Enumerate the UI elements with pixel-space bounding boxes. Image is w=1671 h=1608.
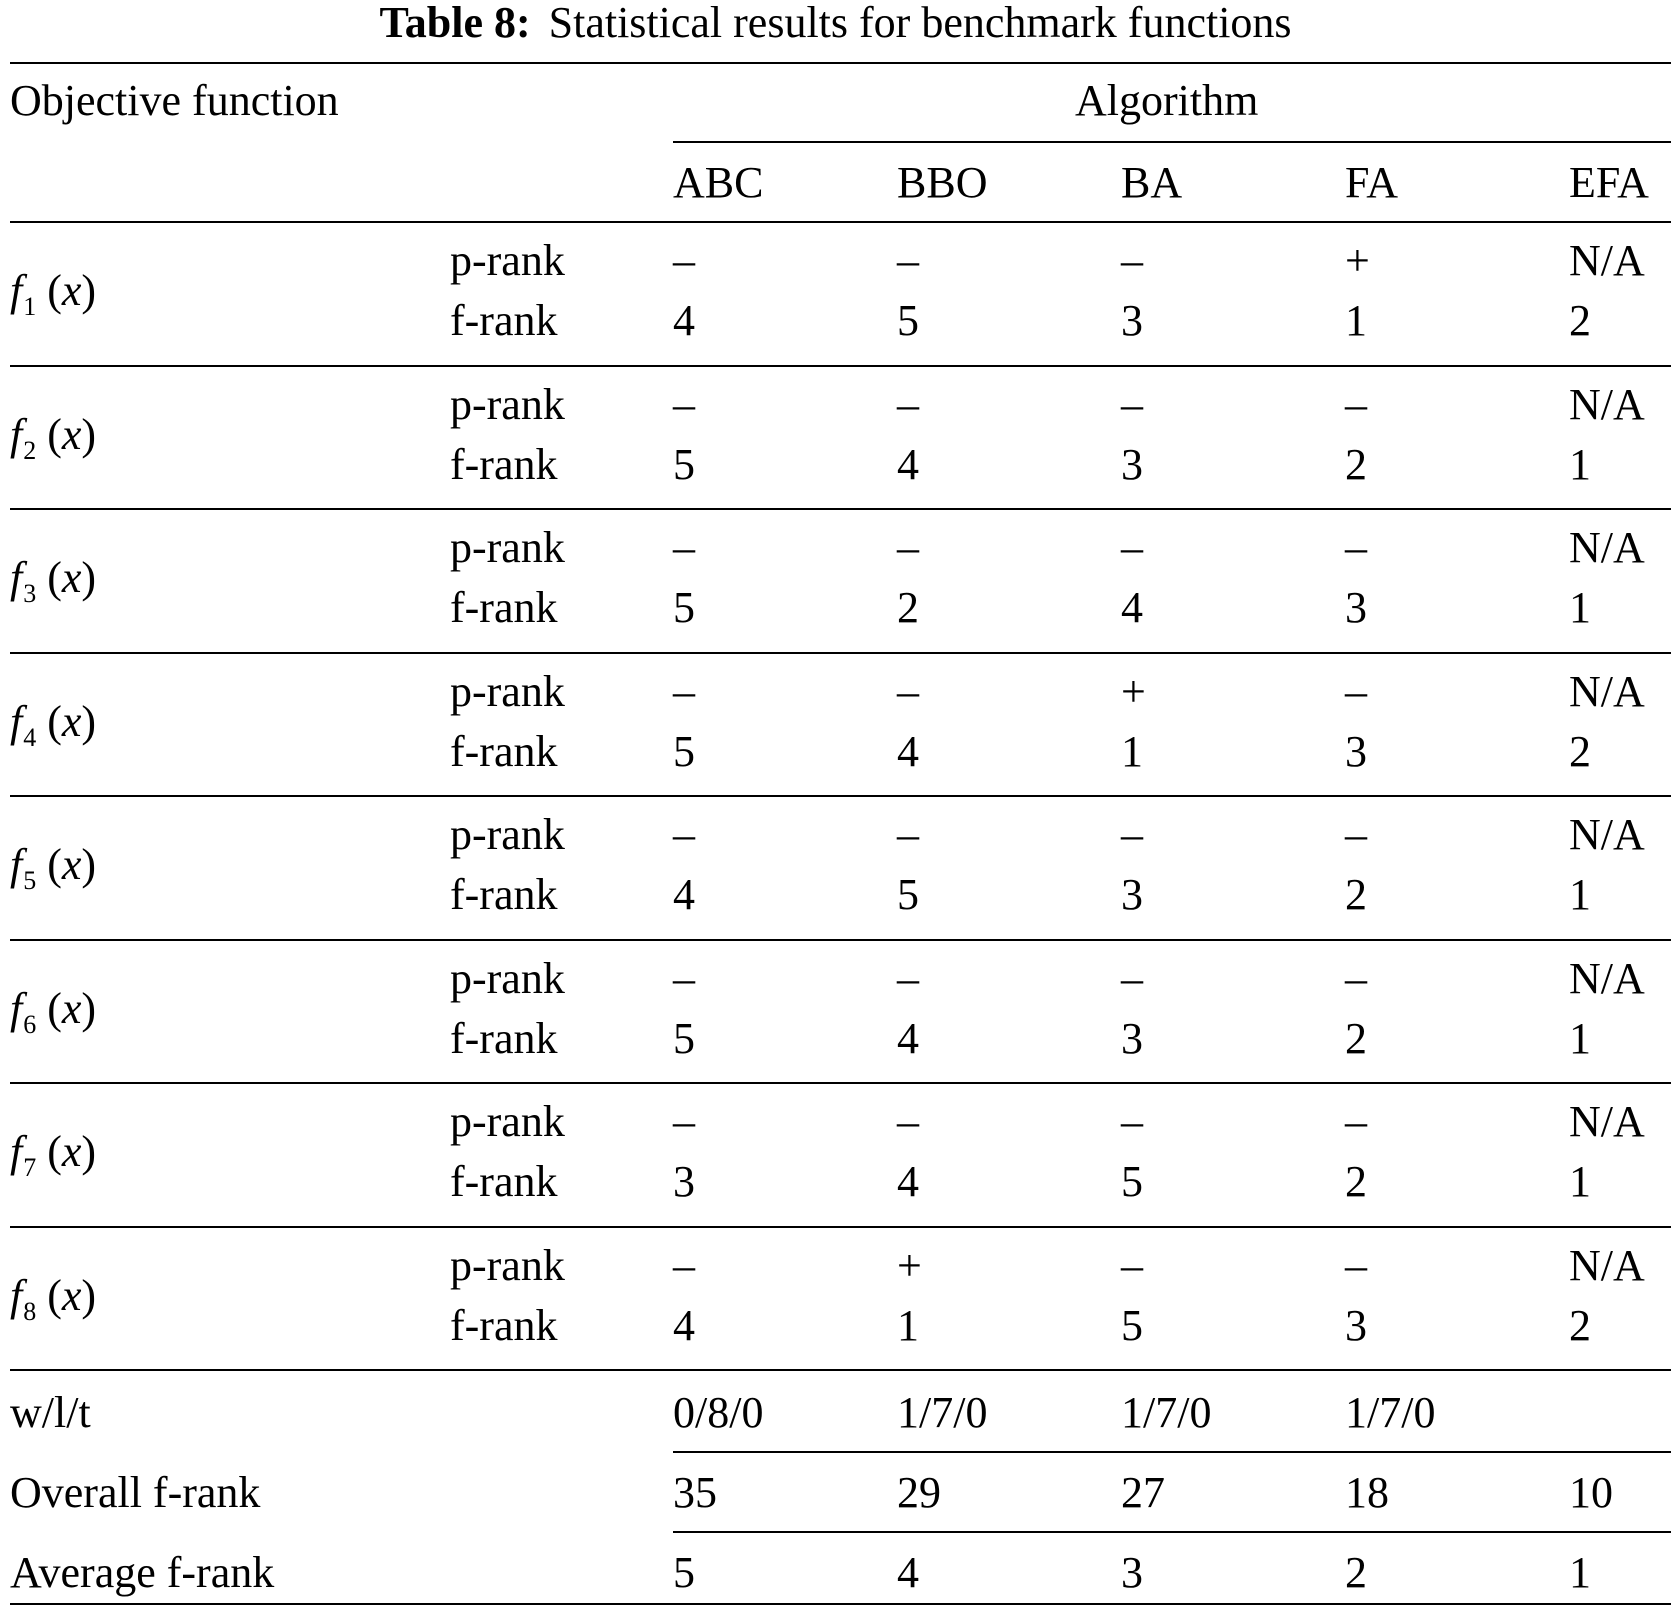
p-rank-label: p-rank — [450, 954, 565, 1003]
f-rank-cell-abc: 5 — [673, 727, 695, 776]
f-rank-label: f-rank — [450, 1301, 558, 1350]
function-symbol: f — [10, 1271, 23, 1320]
function-subscript: 4 — [23, 723, 37, 752]
f-rank-cell-ba: 3 — [1121, 296, 1143, 345]
average-cell-efa: 1 — [1569, 1548, 1591, 1597]
function-argument: x — [61, 984, 82, 1033]
objective-function-label: $f_8$ (x) — [10, 1271, 97, 1326]
function-argument: x — [61, 697, 82, 746]
function-symbol: f — [10, 697, 23, 746]
p-rank-label: p-rank — [450, 1097, 565, 1146]
p-rank-cell-abc: – — [673, 667, 695, 716]
p-rank-cell-efa: N/A — [1569, 667, 1645, 716]
header-col-bbo: BBO — [897, 158, 988, 207]
f-rank-cell-abc: 5 — [673, 583, 695, 632]
row-separator-rule — [10, 652, 1671, 654]
overall-subrule — [673, 1531, 1671, 1533]
function-subscript: 1 — [23, 292, 37, 321]
p-rank-cell-fa: – — [1345, 380, 1367, 429]
f-rank-cell-efa: 1 — [1569, 583, 1591, 632]
row-separator-rule — [10, 795, 1671, 797]
p-rank-cell-efa: N/A — [1569, 236, 1645, 285]
f-rank-cell-efa: 2 — [1569, 1301, 1591, 1350]
objective-function-label: $f_7$ (x) — [10, 1127, 97, 1182]
p-rank-cell-abc: – — [673, 954, 695, 1003]
p-rank-label: p-rank — [450, 1241, 565, 1290]
f-rank-cell-bbo: 2 — [897, 583, 919, 632]
function-argument: x — [61, 266, 82, 315]
bottom-rule — [10, 1603, 1671, 1605]
f-rank-cell-abc: 3 — [673, 1157, 695, 1206]
p-rank-cell-ba: – — [1121, 954, 1143, 1003]
p-rank-cell-bbo: – — [897, 236, 919, 285]
header-algorithm: Algorithm — [1075, 76, 1259, 125]
p-rank-cell-efa: N/A — [1569, 810, 1645, 859]
f-rank-cell-efa: 2 — [1569, 296, 1591, 345]
p-rank-cell-efa: N/A — [1569, 523, 1645, 572]
p-rank-cell-ba: – — [1121, 1097, 1143, 1146]
p-rank-cell-efa: N/A — [1569, 380, 1645, 429]
average-cell-abc: 5 — [673, 1548, 695, 1597]
caption-text: Statistical results for benchmark functions — [548, 0, 1292, 47]
row-separator-rule — [10, 1082, 1671, 1084]
function-subscript: 3 — [23, 579, 37, 608]
caption-label: Table 8: — [379, 0, 531, 47]
f-rank-cell-efa: 1 — [1569, 1157, 1591, 1206]
p-rank-cell-bbo: – — [897, 380, 919, 429]
f-rank-cell-fa: 3 — [1345, 1301, 1367, 1350]
p-rank-cell-fa: – — [1345, 954, 1367, 1003]
f-rank-cell-ba: 3 — [1121, 1014, 1143, 1063]
function-subscript: 5 — [23, 866, 37, 895]
f-rank-cell-abc: 4 — [673, 1301, 695, 1350]
row-separator-rule — [10, 1369, 1671, 1371]
average-cell-bbo: 4 — [897, 1548, 919, 1597]
p-rank-label: p-rank — [450, 523, 565, 572]
header-col-fa: FA — [1345, 158, 1398, 207]
p-rank-label: p-rank — [450, 236, 565, 285]
p-rank-cell-abc: – — [673, 380, 695, 429]
function-argument: x — [61, 410, 82, 459]
overall-cell-bbo: 29 — [897, 1468, 941, 1517]
row-separator-rule — [10, 365, 1671, 367]
p-rank-cell-abc: – — [673, 810, 695, 859]
p-rank-cell-bbo: – — [897, 667, 919, 716]
f-rank-label: f-rank — [450, 440, 558, 489]
f-rank-cell-bbo: 4 — [897, 727, 919, 776]
row-separator-rule — [10, 1226, 1671, 1228]
p-rank-cell-efa: N/A — [1569, 1241, 1645, 1290]
function-subscript: 7 — [23, 1153, 37, 1182]
function-symbol: f — [10, 410, 23, 459]
p-rank-cell-abc: – — [673, 1241, 695, 1290]
p-rank-cell-efa: N/A — [1569, 1097, 1645, 1146]
header-col-efa: EFA — [1569, 158, 1649, 207]
wlt-cell-bbo: 1/7/0 — [897, 1388, 988, 1437]
p-rank-cell-abc: – — [673, 236, 695, 285]
p-rank-cell-ba: + — [1121, 667, 1146, 716]
function-argument: x — [61, 1127, 82, 1176]
p-rank-cell-abc: – — [673, 523, 695, 572]
objective-function-label: $f_3$ (x) — [10, 553, 97, 608]
f-rank-cell-abc: 5 — [673, 1014, 695, 1063]
objective-function-label: $f_2$ (x) — [10, 410, 97, 465]
p-rank-cell-efa: N/A — [1569, 954, 1645, 1003]
p-rank-label: p-rank — [450, 667, 565, 716]
f-rank-cell-fa: 3 — [1345, 727, 1367, 776]
p-rank-cell-bbo: – — [897, 1097, 919, 1146]
function-symbol: f — [10, 840, 23, 889]
objective-function-label: $f_1$ (x) — [10, 266, 97, 321]
p-rank-cell-ba: – — [1121, 380, 1143, 429]
f-rank-cell-efa: 1 — [1569, 870, 1591, 919]
average-f-rank-label: Average f-rank — [10, 1548, 275, 1597]
f-rank-cell-bbo: 4 — [897, 440, 919, 489]
p-rank-label: p-rank — [450, 810, 565, 859]
p-rank-cell-fa: + — [1345, 236, 1370, 285]
p-rank-cell-fa: – — [1345, 667, 1367, 716]
row-separator-rule — [10, 939, 1671, 941]
f-rank-label: f-rank — [450, 1014, 558, 1063]
function-argument: x — [61, 840, 82, 889]
average-cell-ba: 3 — [1121, 1548, 1143, 1597]
f-rank-cell-abc: 5 — [673, 440, 695, 489]
p-rank-cell-bbo: + — [897, 1241, 922, 1290]
f-rank-cell-bbo: 1 — [897, 1301, 919, 1350]
function-symbol: f — [10, 266, 23, 315]
f-rank-cell-fa: 2 — [1345, 1014, 1367, 1063]
f-rank-cell-fa: 2 — [1345, 870, 1367, 919]
p-rank-cell-ba: – — [1121, 810, 1143, 859]
overall-f-rank-label: Overall f-rank — [10, 1468, 261, 1517]
p-rank-cell-bbo: – — [897, 954, 919, 1003]
overall-cell-ba: 27 — [1121, 1468, 1165, 1517]
f-rank-cell-ba: 3 — [1121, 440, 1143, 489]
wlt-subrule — [673, 1451, 1671, 1453]
overall-cell-fa: 18 — [1345, 1468, 1389, 1517]
f-rank-cell-bbo: 4 — [897, 1014, 919, 1063]
objective-function-label: $f_5$ (x) — [10, 840, 97, 895]
p-rank-cell-ba: – — [1121, 236, 1143, 285]
f-rank-label: f-rank — [450, 870, 558, 919]
f-rank-cell-ba: 5 — [1121, 1157, 1143, 1206]
p-rank-label: p-rank — [450, 380, 565, 429]
f-rank-label: f-rank — [450, 583, 558, 632]
wlt-cell-fa: 1/7/0 — [1345, 1388, 1436, 1437]
algorithm-subrule — [673, 141, 1671, 143]
function-argument: x — [61, 1271, 82, 1320]
overall-cell-abc: 35 — [673, 1468, 717, 1517]
p-rank-cell-bbo: – — [897, 523, 919, 572]
f-rank-cell-ba: 1 — [1121, 727, 1143, 776]
wlt-cell-abc: 0/8/0 — [673, 1388, 764, 1437]
function-argument: x — [61, 553, 82, 602]
p-rank-cell-fa: – — [1345, 810, 1367, 859]
p-rank-cell-abc: – — [673, 1097, 695, 1146]
wlt-cell-ba: 1/7/0 — [1121, 1388, 1212, 1437]
f-rank-cell-bbo: 4 — [897, 1157, 919, 1206]
function-subscript: 2 — [23, 436, 37, 465]
top-rule — [10, 62, 1671, 64]
f-rank-cell-efa: 1 — [1569, 1014, 1591, 1063]
function-subscript: 8 — [23, 1297, 37, 1326]
f-rank-cell-fa: 2 — [1345, 440, 1367, 489]
header-col-abc: ABC — [673, 158, 764, 207]
function-symbol: f — [10, 1127, 23, 1176]
p-rank-cell-ba: – — [1121, 1241, 1143, 1290]
p-rank-cell-ba: – — [1121, 523, 1143, 572]
header-col-ba: BA — [1121, 158, 1183, 207]
f-rank-cell-efa: 2 — [1569, 727, 1591, 776]
f-rank-label: f-rank — [450, 727, 558, 776]
p-rank-cell-fa: – — [1345, 1241, 1367, 1290]
f-rank-cell-fa: 1 — [1345, 296, 1367, 345]
f-rank-cell-abc: 4 — [673, 296, 695, 345]
function-symbol: f — [10, 984, 23, 1033]
row-separator-rule — [10, 508, 1671, 510]
f-rank-cell-ba: 4 — [1121, 583, 1143, 632]
header-bottom-rule — [10, 221, 1671, 223]
objective-function-label: $f_4$ (x) — [10, 697, 97, 752]
objective-function-label: $f_6$ (x) — [10, 984, 97, 1039]
wlt-label: w/l/t — [10, 1388, 91, 1437]
function-subscript: 6 — [23, 1010, 37, 1039]
f-rank-cell-fa: 2 — [1345, 1157, 1367, 1206]
p-rank-cell-bbo: – — [897, 810, 919, 859]
f-rank-cell-ba: 3 — [1121, 870, 1143, 919]
f-rank-label: f-rank — [450, 1157, 558, 1206]
table-caption — [0, 0, 1671, 46]
f-rank-cell-fa: 3 — [1345, 583, 1367, 632]
overall-cell-efa: 10 — [1569, 1468, 1613, 1517]
average-cell-fa: 2 — [1345, 1548, 1367, 1597]
f-rank-cell-abc: 4 — [673, 870, 695, 919]
p-rank-cell-fa: – — [1345, 523, 1367, 572]
header-objective-function: Objective function — [10, 76, 339, 125]
p-rank-cell-fa: – — [1345, 1097, 1367, 1146]
function-symbol: f — [10, 553, 23, 602]
f-rank-cell-ba: 5 — [1121, 1301, 1143, 1350]
f-rank-label: f-rank — [450, 296, 558, 345]
f-rank-cell-bbo: 5 — [897, 296, 919, 345]
f-rank-cell-efa: 1 — [1569, 440, 1591, 489]
f-rank-cell-bbo: 5 — [897, 870, 919, 919]
